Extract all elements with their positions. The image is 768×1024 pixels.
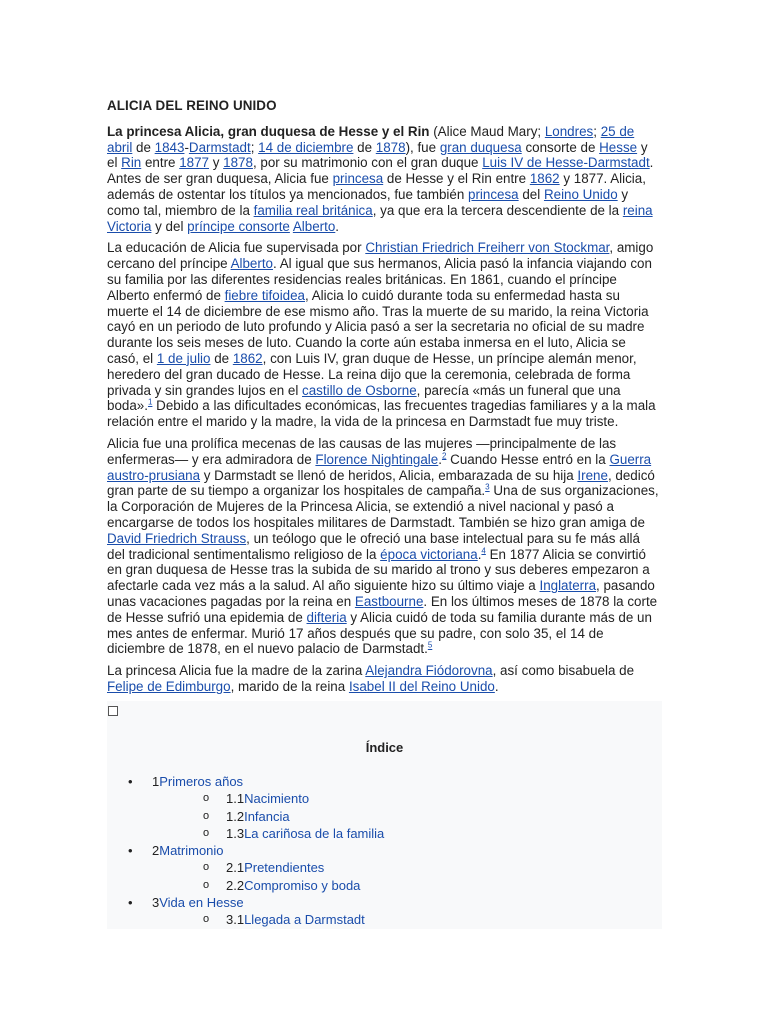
footnote-link[interactable]: 1 [147, 397, 153, 407]
paragraph-1 [107, 124, 660, 235]
wiki-link[interactable]: Isabel II del Reino Unido [348, 678, 495, 694]
wiki-link[interactable]: Alberto [230, 256, 274, 272]
text-run: del [518, 186, 544, 202]
wiki-link[interactable]: castillo de Osborne [302, 382, 417, 398]
toc-item[interactable] [107, 826, 662, 843]
toc-link[interactable]: Pretendientes [244, 860, 325, 876]
wiki-link[interactable]: Londres [544, 123, 594, 139]
text-run: La princesa Alicia fue la madre de la zarina [107, 663, 366, 679]
wiki-link[interactable]: David Friedrich Strauss [107, 530, 247, 546]
wiki-link[interactable]: Victoria [107, 218, 152, 234]
text-run: de [210, 350, 233, 366]
toc-number: 3 [152, 895, 160, 911]
text-run: ; [593, 123, 601, 139]
text-run: La educación de Alicia fue supervisada por [107, 240, 366, 256]
toc-number: 1.1 [226, 791, 245, 807]
wiki-link[interactable]: princesa [332, 171, 384, 187]
text-run: Una de sus organizaciones, la Corporación de Mujeres de la Princesa Alicia, se extendió a nivel nacional y pasó a encargarse de todos los hospitales militares de Darmstadt. También se hizo gran amiga de [107, 483, 659, 530]
text-run: de [132, 139, 155, 155]
circle-bullet-icon: o [203, 861, 210, 874]
toc-number: 2.2 [226, 877, 245, 893]
text-run: y Darmstadt se llenó de heridos, Alicia, embarazada de su hija [200, 467, 578, 483]
toc-link[interactable]: Llegada a Darmstadt [244, 912, 365, 928]
toc-number: 2 [152, 843, 160, 859]
circle-bullet-icon: o [203, 826, 210, 839]
text-run: , marido de la reina [230, 678, 349, 694]
article [107, 98, 660, 701]
toc-toggle-checkbox[interactable] [108, 706, 118, 716]
toc-item[interactable] [107, 843, 662, 860]
toc-link[interactable]: La cariñosa de la familia [244, 825, 385, 841]
wiki-link[interactable]: Inglaterra [539, 578, 597, 594]
toc-number: 1.3 [226, 825, 245, 841]
footnote-link[interactable]: 2 [441, 451, 447, 461]
footnote-link[interactable]: 4 [481, 546, 486, 556]
text-run: , amigo cercano del príncipe [107, 240, 654, 272]
text-run: En 1877 Alicia se convirtió en gran duquesa de Hesse tras la subida de su marido al trono y sus deberes empezaron a afectarle cada vez más a la salud. Al año siguiente hizo su último viaje a [107, 546, 650, 594]
text-run: y Alicia cuidó de toda su familia durante más de un mes antes de enfermar. Murió 17 años después que su padre, con solo 35, el 14 de diciembre de 1878, en el nuevo palacio de Darmstadt. [107, 609, 652, 657]
toc-number: 3.1 [226, 912, 245, 928]
wiki-link[interactable]: Reino Unido [543, 186, 618, 202]
text-run: . [335, 218, 340, 234]
text-run: y [209, 155, 224, 171]
toc-title: Índice [365, 740, 404, 755]
wiki-link[interactable]: 14 de diciembre [258, 139, 354, 155]
paragraph-2 [107, 240, 660, 430]
wiki-link[interactable]: Luis IV de Hesse-Darmstadt [482, 155, 650, 171]
wiki-link[interactable]: Florence Nightingale [315, 451, 439, 467]
text-run: . [494, 678, 499, 694]
toc-item[interactable] [107, 912, 662, 929]
text-run: Alicia fue una prolífica mecenas de las causas de las mujeres —principalmente de las enfermeras— y era admiradora de [107, 435, 617, 467]
text-run: . Antes de ser gran duquesa, Alicia fue [107, 155, 654, 187]
toc-item[interactable] [107, 774, 662, 791]
wiki-link[interactable]: 1862 [232, 350, 263, 366]
table-of-contents [107, 701, 662, 929]
toc-link[interactable]: Vida en Hesse [159, 895, 244, 911]
text-run: Debido a las dificultades económicas, las frecuentes tragedias familiares y a la mala relación entre el marido y la madre, la vida de la princesa en Darmstadt fue muy triste. [107, 398, 656, 430]
wiki-link[interactable]: Felipe de Edimburgo [107, 678, 231, 694]
text-run: . [438, 451, 442, 467]
text-run: . En los últimos meses de 1878 la corte de Hesse sufrió una epidemia de [107, 593, 658, 625]
wiki-link[interactable]: Hesse [599, 139, 638, 155]
toc-number: 1 [152, 774, 160, 789]
wiki-link[interactable]: 1878 [223, 155, 253, 171]
wiki-link[interactable]: 1 de julio [156, 350, 211, 366]
circle-bullet-icon: o [203, 809, 210, 822]
article-title: ALICIA DEL REINO UNIDO [107, 98, 277, 113]
circle-bullet-icon: o [203, 792, 210, 805]
wiki-link[interactable]: princesa [468, 186, 519, 202]
toc-number: 1.2 [226, 808, 245, 824]
wiki-link[interactable]: Christian Friedrich Freiherr von Stockmar [365, 240, 610, 256]
text-run: , así como bisabuela de [492, 663, 635, 679]
wiki-link[interactable]: 1843 [154, 139, 185, 155]
wiki-link[interactable]: Rin [121, 155, 142, 171]
paragraph-3 [107, 436, 660, 657]
text-run: entre [141, 155, 180, 171]
wiki-link[interactable]: 25 de abril [107, 123, 635, 155]
toc-item[interactable] [107, 860, 662, 877]
text-run: ), fue [405, 139, 440, 155]
text-run: . [477, 546, 482, 562]
wiki-link[interactable]: 1878 [375, 139, 406, 155]
wiki-link[interactable]: Alejandra Fiódorovna [365, 663, 493, 679]
text-run: , con Luis IV, gran duque de Hesse, un príncipe alemán menor, heredero del gran ducado de Hesse. La reina dijo que la ceremonia, celebrada de forma privada y sin grandes lujos en el [107, 350, 637, 398]
text-run: Cuando Hesse entró en la [446, 451, 610, 467]
text-run: y el [107, 139, 648, 171]
text-run: , pasando unas vacaciones pagadas por la reina en [107, 578, 655, 609]
wiki-link[interactable]: gran duquesa [439, 139, 522, 155]
wiki-link[interactable]: príncipe consorte [187, 218, 290, 234]
toc-item[interactable] [107, 878, 662, 895]
wiki-link[interactable]: fiebre tifoidea [224, 287, 306, 303]
text-run: , ya que era la tercera descendiente de la [372, 202, 623, 218]
text-run: consorte de [521, 139, 600, 155]
toc-item[interactable] [107, 809, 662, 826]
text-run: de [353, 139, 376, 155]
toc-link[interactable]: Compromiso y boda [244, 877, 361, 893]
wiki-link[interactable]: reina [622, 202, 653, 218]
text-run: , un teólogo que le ofreció una base intelectual para su fe más allá del tradicional sentimentalismo religioso de la [107, 530, 640, 562]
lead-bold-text: La princesa Alicia, gran duquesa de Hesse y el Rin [107, 123, 430, 139]
circle-bullet-icon: o [203, 913, 210, 926]
toc-number: 2.1 [226, 860, 245, 876]
wiki-link[interactable]: 1877 [179, 155, 210, 171]
footnote-link[interactable]: 3 [485, 482, 490, 492]
footnote-link[interactable]: 5 [427, 640, 433, 650]
bullet-icon: • [128, 843, 133, 859]
wiki-link[interactable]: Eastbourne [354, 593, 424, 609]
paragraph-4 [107, 663, 660, 695]
text-run: (Alice Maud Mary; [429, 123, 545, 139]
text-run: , parecía «más un funeral que una boda». [107, 382, 621, 414]
wiki-link[interactable]: Guerra austro-prusiana [107, 451, 652, 483]
wiki-link[interactable]: 1862 [529, 171, 560, 187]
text-run: ; [250, 139, 259, 155]
toc-link[interactable]: Matrimonio [159, 843, 224, 859]
text-run: , Alicia lo cuidó durante toda su enfermedad hasta su muerte el 14 de diciembre de ese mismo año. Tras la muerte de su marido, la reina Victoria cayó en un periodo de luto profundo y Alicia pasó a ser la secretaria no oficial de su madre durante los seis meses de luto. Cuando la corte aún estaba inmersa en el luto, Alicia se casó, el [107, 287, 649, 366]
text-run: y del [151, 218, 188, 234]
bullet-icon: • [128, 774, 133, 789]
text-run: y 1877. Alicia, además de ostentar los títulos ya mencionados, fue también [107, 171, 646, 202]
toc-item[interactable] [107, 895, 662, 912]
footnote-ref[interactable] [428, 641, 432, 650]
text-run: y como tal, miembro de la [107, 186, 629, 218]
text-run: de Hesse y el Rin entre [383, 171, 530, 187]
text-run: , por su matrimonio con el gran duque [252, 155, 483, 171]
wiki-link[interactable]: difteria [306, 609, 347, 625]
text-run: . Al igual que sus hermanos, Alicia pasó la infancia viajando con su familia por las diferentes residencias reales británicas. En 1861, cuando el príncipe Alberto enfermó de [107, 256, 652, 303]
toc-link[interactable]: Primeros años [159, 774, 244, 789]
text-run: - [184, 139, 189, 155]
toc-link[interactable]: Nacimiento [244, 791, 310, 807]
toc-item[interactable] [107, 791, 662, 808]
wiki-link[interactable]: familia real británica [253, 202, 373, 218]
wiki-link[interactable]: Darmstadt [188, 139, 251, 155]
wiki-link[interactable]: época victoriana [380, 546, 478, 562]
toc-link[interactable]: Infancia [244, 808, 290, 824]
circle-bullet-icon: o [203, 878, 210, 891]
article-body [107, 124, 660, 695]
wiki-link[interactable]: Irene [577, 467, 608, 483]
text-run: , dedicó gran parte de su tiempo a organizar los hospitales de campaña. [107, 467, 655, 499]
wiki-link[interactable]: Alberto [292, 218, 336, 234]
bullet-icon: • [128, 895, 133, 911]
toc-list [107, 774, 662, 929]
